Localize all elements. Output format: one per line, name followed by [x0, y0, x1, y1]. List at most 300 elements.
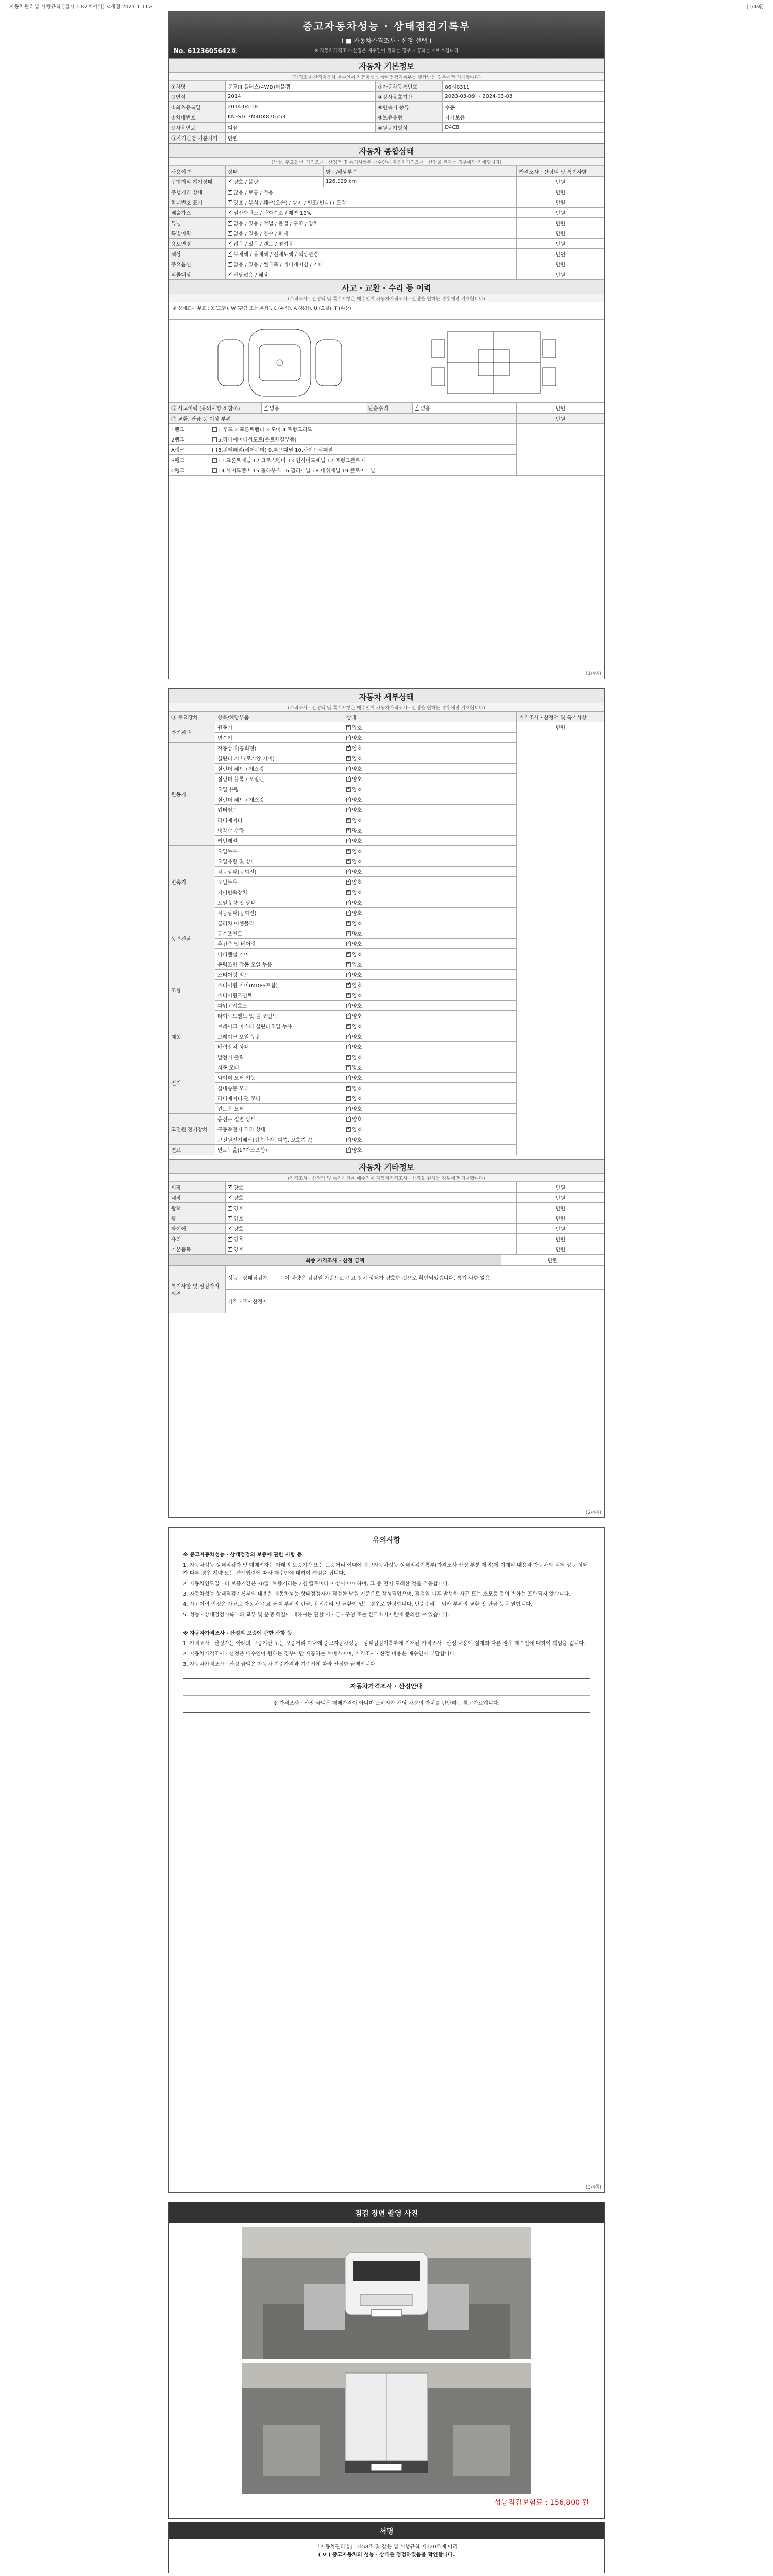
detail-state-text: 양호	[352, 1127, 362, 1133]
detail-item: 고전원전기배선(접속단자, 피복, 보호기구)	[215, 1134, 344, 1145]
overall-row-label: 리콜대상	[169, 269, 226, 280]
signature-section	[168, 2522, 605, 2573]
detail-state	[344, 897, 517, 908]
value-inspection: 2023-03-09 ~ 2024-03-08	[443, 92, 604, 102]
other-row-state	[226, 1213, 517, 1224]
detail-state-text: 양호	[352, 1086, 362, 1092]
overall-row-label: 특별이력	[169, 228, 226, 239]
checkbox-checked	[228, 262, 232, 267]
inspector-label: 성능 · 상태점검자	[226, 1266, 282, 1290]
checkbox-checked	[346, 870, 351, 874]
overall-row-label: 주행거리 계기상태	[169, 177, 226, 187]
detail-state	[344, 753, 517, 764]
final-price-table	[169, 1255, 604, 1265]
special-notes-text: 이 차량은 점검일 기준으로 주요 장치 상태가 양호한 것으로 확인되었습니다. 특기 사항 없음.	[282, 1266, 604, 1290]
label-base-price: ⑪가격산정 기준가격	[169, 133, 226, 143]
detail-state-text: 양호	[352, 1138, 362, 1143]
rank-items	[210, 465, 517, 476]
checkbox-checked	[346, 1055, 351, 1060]
overall-row-value: 무채색 / 유채색 / 전체도색 / 색상변경	[233, 252, 318, 258]
other-table	[169, 1182, 604, 1255]
other-row-price: 만원	[517, 1244, 604, 1255]
other-row-price: 만원	[517, 1224, 604, 1234]
detail-h-state: 상태	[344, 712, 517, 722]
checkbox-checked	[346, 1148, 351, 1153]
top-bar	[0, 0, 773, 11]
detail-item: 워터펌프	[215, 805, 344, 815]
report-subtitle: ( ■ 자동차가격조사 · 산정 선택 )	[341, 37, 432, 44]
note-item: 2. 자동차가격조사 · 산정은 매수인이 원하는 경우에만 제공하는 서비스이며, 가격조사 · 산정 비용은 매수인이 부담합니다.	[183, 1651, 457, 1657]
checkbox-checked	[228, 252, 232, 257]
overall-row-state	[226, 249, 517, 259]
detail-state	[344, 990, 517, 1001]
detail-state-text: 양호	[352, 901, 362, 906]
detail-device: 조향	[169, 959, 215, 1021]
detail-state-text: 양호	[352, 942, 362, 947]
checkbox-checked	[228, 1196, 232, 1200]
detail-state	[344, 1011, 517, 1021]
detail-state-text: 양호	[352, 746, 362, 752]
truck-rear-image	[242, 2363, 531, 2494]
detail-state	[344, 856, 517, 867]
detail-state-text: 양호	[352, 1107, 362, 1112]
checkbox-checked	[228, 1237, 232, 1242]
overall-row-price: 만원	[517, 249, 604, 259]
detail-state-text: 양호	[352, 839, 362, 844]
other-row-price: 만원	[517, 1213, 604, 1224]
label-model: ①차명	[169, 81, 226, 92]
detail-state-text: 양호	[352, 1096, 362, 1102]
report-title: 중고자동차성능 · 상태점검기록부	[302, 20, 470, 32]
other-sub: (가격조사 · 산정액 및 특기사항은 매수인이 자동차가격조사 · 산정을 원하는 경우에만 기재합니다)	[169, 1174, 604, 1182]
detail-state-text: 양호	[352, 1035, 362, 1040]
overall-row-label: 튜닝	[169, 218, 226, 228]
detail-item: 라디에이터 팬 모터	[215, 1093, 344, 1104]
detail-item: 작동상태(공회전)	[215, 743, 344, 753]
detail-state-text: 양호	[352, 993, 362, 999]
detail-state-text: 양호	[352, 828, 362, 834]
checkbox-checked	[346, 880, 351, 885]
special-notes-label: 특기사항 및 점검자의 의견	[169, 1266, 226, 1313]
signature-line-1: 「자동차관리법」 제58조 및 같은 법 시행규칙 제120조에 따라	[315, 2544, 458, 2550]
detail-state	[344, 794, 517, 805]
notes-title: 유의사항	[372, 1536, 401, 1545]
overall-row-label: 배출가스	[169, 208, 226, 218]
rear-photo	[242, 2363, 531, 2494]
car-frame-diagram	[416, 324, 571, 401]
basic-info-table	[169, 81, 604, 143]
detail-title: 자동차 세부상태	[169, 689, 604, 703]
detail-item: 스티어링 기어(MDPS포함)	[215, 980, 344, 990]
other-row	[169, 1203, 604, 1213]
detail-row	[169, 722, 604, 733]
other-row	[169, 1244, 604, 1255]
checkbox-checked	[228, 1227, 232, 1231]
simple-repair-label: 단순수리	[366, 403, 412, 413]
overall-row-price: 만원	[517, 177, 604, 187]
detail-item: 연료누출(LP가스포함)	[215, 1145, 344, 1155]
signature-body	[169, 2539, 604, 2564]
note-item: 1. 가격조사 · 산정자는 아래의 보증기간 또는 보증거리 이내에 중고자동차성능 · 상태점검기록부에 기재된 가격조사 · 산정 내용이 실제와 다른 경우 매수인에 대하여 책임을 집니다.	[183, 1641, 586, 1647]
other-row-price: 만원	[517, 1193, 604, 1203]
detail-state-text: 양호	[352, 756, 362, 762]
detail-item: 타이로드엔드 및 볼 조인트	[215, 1011, 344, 1021]
accident-sub: (가격조사 · 산정액 및 특기사항은 매수인이 자동차가격조사 · 산정을 원하는 경우에만 기재합니다)	[169, 294, 604, 302]
detail-item: 브레이크 마스터 실린더오일 누유	[215, 1021, 344, 1031]
notes-heading-2: ※ 자동차가격조사 · 산정의 보증에 관한 사항 등	[183, 1631, 292, 1637]
detail-state	[344, 1114, 517, 1124]
rank-items	[210, 434, 517, 445]
page-3	[168, 1527, 605, 2193]
rank-items-text: 5.라디에이터서포트(볼트체결부품)	[218, 437, 297, 443]
detail-device: 제동	[169, 1021, 215, 1052]
overall-row-value: 많음 / 보통 / 적음	[233, 190, 274, 196]
checkbox-checked	[228, 1185, 232, 1190]
detail-state	[344, 867, 517, 877]
value-first-reg: 2014-04-18	[226, 102, 376, 112]
checkbox-checked	[346, 921, 351, 926]
detail-h-price: 가격조사 · 산정액 및 특기사항	[517, 712, 604, 722]
detail-state	[344, 887, 517, 897]
accident-history-label: ⑫ 사고이력 (유의사항 4 참조)	[169, 403, 262, 413]
parts-table	[169, 413, 604, 476]
detail-state-text: 양호	[352, 1004, 362, 1009]
checkbox-checked	[346, 1004, 351, 1008]
detail-item: 오일유량 및 상태	[215, 897, 344, 908]
overall-table	[169, 166, 604, 280]
detail-state	[344, 980, 517, 990]
overall-row-value: 없음 / 있음 / 적법 / 불법 / 구조 / 장치	[233, 221, 318, 227]
detail-state	[344, 939, 517, 949]
checkbox	[212, 427, 217, 432]
detail-state	[344, 1021, 517, 1031]
detail-state-text: 양호	[352, 1024, 362, 1030]
detail-item: 실린더 커버(로커암 커버)	[215, 753, 344, 764]
detail-item: 등속조인트	[215, 928, 344, 939]
label-vin: ⑦차대번호	[169, 112, 226, 123]
page-number: (2/4쪽)	[585, 1510, 601, 1515]
value-plate: 86서0311	[443, 81, 604, 92]
detail-device: 변속기	[169, 846, 215, 918]
value-vin: KNFSTC7M4DK870753	[226, 112, 376, 123]
rank-items	[210, 455, 517, 465]
overall-row-state	[226, 259, 517, 269]
overall-h-item: 항목/해당부품	[324, 166, 517, 177]
checkbox-checked	[346, 983, 351, 988]
checkbox-checked	[346, 1138, 351, 1142]
other-state-text: 양호	[233, 1216, 244, 1222]
detail-state-text: 양호	[352, 798, 362, 803]
detail-item: 추진축 및 베어링	[215, 939, 344, 949]
detail-device: 원동기	[169, 743, 215, 846]
overall-row-price: 만원	[517, 218, 604, 228]
value-year: 2014	[226, 92, 376, 102]
value-transmission: 수동	[443, 102, 604, 112]
checkbox-checked	[346, 1035, 351, 1039]
checkbox	[212, 458, 217, 463]
other-row-label: 타이어	[169, 1224, 226, 1234]
detail-state	[344, 825, 517, 836]
checkbox-checked	[346, 1045, 351, 1049]
overall-row-value: 양호 / 부식 / 훼손(오손) / 상이 / 변조(변타) / 도말	[233, 200, 346, 206]
checkbox-checked	[346, 931, 351, 936]
checkbox-checked	[346, 828, 351, 833]
other-row-price: 만원	[517, 1182, 604, 1193]
detail-device: 전기	[169, 1052, 215, 1114]
detail-price: 만원	[517, 722, 604, 1155]
other-row	[169, 1193, 604, 1203]
detail-item: 실린더 헤드 / 개스킷	[215, 794, 344, 805]
label-inspection: ④검사유효기간	[376, 92, 443, 102]
overall-row-price: 만원	[517, 269, 604, 280]
checkbox-checked	[346, 1127, 351, 1132]
report-note: ※ 자동차가격조사·산정은 매수인이 원하는 경우 제공하는 서비스입니다	[314, 48, 459, 54]
detail-device: 고전원 전기장치	[169, 1114, 215, 1145]
checkbox-checked	[228, 1247, 232, 1252]
detail-state	[344, 877, 517, 887]
car-exterior-diagram	[203, 324, 357, 401]
checkbox-checked	[346, 973, 351, 977]
detail-state	[344, 1145, 517, 1155]
other-row-state	[226, 1203, 517, 1213]
accident-price: 만원	[517, 403, 604, 413]
detail-state-text: 양호	[352, 983, 362, 989]
accident-history-value	[262, 403, 366, 413]
checkbox-checked	[228, 1216, 232, 1221]
simple-repair-value	[412, 403, 517, 413]
detail-state-text: 양호	[352, 890, 362, 896]
detail-sub: (가격조사 · 산정액 및 특기사항은 매수인이 자동차가격조사 · 산정을 원하는 경우에만 기재합니다)	[169, 703, 604, 711]
other-state-text: 양호	[233, 1237, 244, 1243]
checkbox	[212, 468, 217, 473]
overall-row-price: 만원	[517, 259, 604, 269]
checkbox-checked	[346, 911, 351, 916]
detail-item: 브레이크 오일 누유	[215, 1031, 344, 1042]
detail-state	[344, 1093, 517, 1104]
other-row	[169, 1182, 604, 1193]
label-year: ③연식	[169, 92, 226, 102]
overall-row-label: 색상	[169, 249, 226, 259]
overall-row-value: 없음 / 있음 / 썬루프 / 네비게이션 / 기타	[233, 262, 324, 268]
note-item: 1. 자동차성능·상태점검자 및 매매업자는 아래의 보증기간 또는 보증거리 이내에 중고자동차성능·상태점검기록부(가격조사·산정 부분 제외)에 기재된 내용과 자동차의 실제 성능·상태가 다른 경우 계약 또는 관계법령에 따라 매수인에 대하여 책임을 집니다.	[183, 1563, 589, 1577]
checkbox-checked	[346, 1076, 351, 1080]
detail-item: 발전기 출력	[215, 1052, 344, 1062]
detail-state-text: 양호	[352, 962, 362, 968]
overall-h-state: 상태	[226, 166, 324, 177]
other-state-text: 양호	[233, 1185, 244, 1191]
report-header	[169, 12, 604, 58]
special-notes-table	[169, 1265, 604, 1313]
detail-state-text: 양호	[352, 1076, 362, 1081]
other-row	[169, 1224, 604, 1234]
detail-item: 오일누유	[215, 877, 344, 887]
detail-state	[344, 959, 517, 970]
detail-state	[344, 1134, 517, 1145]
checkbox-checked	[228, 200, 232, 205]
detail-state-text: 양호	[352, 808, 362, 814]
overall-row-price: 만원	[517, 228, 604, 239]
checkbox-checked	[346, 993, 351, 998]
other-title: 자동차 기타정보	[169, 1159, 604, 1174]
overall-row-state	[226, 197, 517, 208]
photo-section	[168, 2202, 605, 2519]
checkbox-checked	[346, 890, 351, 895]
overall-title: 자동차 종합상태	[169, 143, 604, 158]
detail-item: 변속기	[215, 733, 344, 743]
detail-state-text: 양호	[352, 736, 362, 741]
rank-label: 1랭크	[169, 424, 210, 434]
detail-item: 시동 모터	[215, 1062, 344, 1073]
detail-item: 라디에이터	[215, 815, 344, 825]
checkbox-checked	[228, 273, 232, 277]
overall-row-value: 없음 / 있음 / 침수 / 화재	[233, 231, 289, 237]
checkbox-checked	[346, 777, 351, 782]
detail-state	[344, 784, 517, 794]
detail-item: 실내송풍 모터	[215, 1083, 344, 1093]
note-item: 4. 사고이력 인정은 사고로 자동차 주요 골격 부위의 판금, 용접수리 및 교환이 있는 경우로 한정합니다. 단순수리는 외판 부위의 교환 및 판금 등을 말합니다.	[183, 1602, 533, 1608]
label-warranty: ⑧보증유형	[376, 112, 443, 123]
detail-item: 기어변속장치	[215, 887, 344, 897]
checkbox-checked	[346, 736, 351, 740]
overall-sub: (색상, 주요옵션, 가격조사 · 산정액 및 특기사항은 매수인이 자동차가격조사 · 산정을 원하는 경우에만 기재합니다)	[169, 158, 604, 166]
other-state-text: 양호	[233, 1196, 244, 1201]
detail-h-device: ⑭ 주요장치	[169, 712, 215, 722]
other-state-text: 양호	[233, 1227, 244, 1232]
detail-state	[344, 1001, 517, 1011]
car-diagram	[169, 320, 604, 402]
detail-state-text: 양호	[352, 931, 362, 937]
detail-state-text: 양호	[352, 849, 362, 855]
checkbox	[212, 437, 217, 442]
detail-state	[344, 1083, 517, 1093]
detail-state-text: 양호	[352, 767, 362, 772]
detail-item: 동력조향 작동 오일 누유	[215, 959, 344, 970]
accident-history-text: 없음	[270, 406, 280, 412]
detail-item: 클러치 어셈블리	[215, 918, 344, 928]
parts-price: 만원	[517, 414, 604, 424]
checkbox-checked	[228, 221, 232, 226]
detail-item: 작동상태(공회전)	[215, 908, 344, 918]
overall-row-state	[226, 228, 517, 239]
detail-item: 작동상태(공회전)	[215, 867, 344, 877]
detail-state	[344, 805, 517, 815]
checkbox-checked	[228, 231, 232, 236]
checkbox	[212, 448, 217, 452]
checkbox-checked	[415, 406, 419, 411]
other-state-text: 양호	[233, 1247, 244, 1253]
checkbox-checked	[346, 942, 351, 946]
note-item: 2. 자동차인도일부터 보증기간은 30일, 보증거리는 2천 킬로미터 이상이어야 하며, 그 중 먼저 도래한 것을 적용합니다.	[183, 1581, 450, 1587]
notes-section	[169, 1528, 604, 1720]
overall-row-state	[226, 218, 517, 228]
appraisal-guide-box	[183, 1678, 590, 1712]
detail-state-text: 양호	[352, 1014, 362, 1020]
overall-row-label: 차대번호 표기	[169, 197, 226, 208]
detail-state	[344, 949, 517, 959]
detail-item: 와이퍼 모터 기능	[215, 1073, 344, 1083]
detail-item: 충전구 절연 상태	[215, 1114, 344, 1124]
overall-row-state	[226, 187, 517, 197]
checkbox-checked	[346, 1086, 351, 1091]
detail-device: 자기진단	[169, 722, 215, 743]
value-model: 봉고III 플러스(4WD)더블캡	[226, 81, 376, 92]
checkbox-checked	[346, 1107, 351, 1111]
detail-state-text: 양호	[352, 777, 362, 783]
other-row-state	[226, 1193, 517, 1203]
detail-state	[344, 908, 517, 918]
checkbox-checked	[346, 1014, 351, 1019]
appraisal-guide-text: ※ 가격조사 · 산정 금액은 매매가격이 아니며 소비자가 해당 차량의 가치를 판단하는 참고자료입니다.	[273, 1700, 500, 1706]
detail-state	[344, 1104, 517, 1114]
detail-item: 오일누유	[215, 846, 344, 856]
detail-item: 배력장치 상태	[215, 1042, 344, 1052]
detail-state-text: 양호	[352, 859, 362, 865]
value-fuel: 디젤	[226, 123, 376, 133]
detail-state	[344, 1052, 517, 1062]
checkbox-checked	[346, 1065, 351, 1070]
value-engine: D4CB	[443, 123, 604, 133]
overall-row-state	[226, 177, 324, 187]
detail-state	[344, 1062, 517, 1073]
basic-info-sub: (가격조사·산정자동차 매수인이 자동차성능·상태점검기록부를 발급받는 경우에만 기재합니다)	[169, 73, 604, 81]
checkbox-checked	[228, 190, 232, 195]
detail-item: 구동축전지 격리 상태	[215, 1124, 344, 1134]
detail-state-text: 양호	[352, 725, 362, 731]
rank-items-text: 11.프론트패널 12.크로스멤버 13.인사이드패널 17.트렁크플로어	[218, 458, 365, 464]
other-row-label: 기본품목	[169, 1244, 226, 1255]
detail-item: 냉각수 수량	[215, 825, 344, 836]
other-row-label: 광택	[169, 1203, 226, 1213]
other-row-state	[226, 1224, 517, 1234]
other-row-price: 만원	[517, 1203, 604, 1213]
overall-row-price: 만원	[517, 197, 604, 208]
rank-label: 2랭크	[169, 434, 210, 445]
page-counter: (1/4쪽)	[746, 4, 764, 10]
rank-items	[210, 424, 517, 434]
checkbox-checked	[346, 808, 351, 812]
overall-row-price: 만원	[517, 208, 604, 218]
checkbox-checked	[346, 767, 351, 771]
detail-state	[344, 733, 517, 743]
checkbox-checked	[346, 849, 351, 854]
appraiser-label: 가격 · 조사산정자	[226, 1290, 282, 1313]
note-item: 3. 자동차성능·상태점검기록부의 내용은 자동차성능·상태점검자가 점검한 날을 기준으로 작성되었으며, 점검일 이후 발생한 사고 또는 소모품 등의 변화는 포함되지 않습니다.	[183, 1591, 571, 1598]
other-row	[169, 1213, 604, 1224]
label-transmission: ⑥변속기 종류	[376, 102, 443, 112]
other-row-label: 휠	[169, 1213, 226, 1224]
other-row-state	[226, 1182, 517, 1193]
detail-state-text: 양호	[352, 870, 362, 875]
checkbox-checked	[228, 242, 232, 246]
checkbox-checked	[346, 901, 351, 905]
detail-state	[344, 764, 517, 774]
checkbox-checked	[346, 746, 351, 751]
checkbox-checked	[346, 1096, 351, 1101]
note-item: 5. 성능 · 상태점검기록부의 교부 및 분쟁 해결에 대하여는 관할 시 · 군 · 구청 또는 한국소비자원에 문의할 수 있습니다.	[183, 1612, 450, 1618]
other-row-label: 내장	[169, 1193, 226, 1203]
signature-line-2: ( V ) 중고자동차의 성능 · 상태를 점검하였음을 확인합니다.	[318, 2552, 455, 2558]
other-state-text: 양호	[233, 1206, 244, 1212]
checkbox-checked	[346, 1117, 351, 1122]
detail-state	[344, 1042, 517, 1052]
checkbox-checked	[346, 818, 351, 823]
form-reference: 자동차관리법 시행규칙 [별지 제82호서식] <개정 2021.1.11>	[9, 4, 153, 10]
value-warranty: 자가보증	[443, 112, 604, 123]
page-number: (3/4쪽)	[585, 2185, 601, 2190]
document-number: No. 6123605642호	[174, 47, 237, 55]
checkbox-checked	[264, 406, 268, 411]
detail-state-text: 양호	[352, 1045, 362, 1050]
